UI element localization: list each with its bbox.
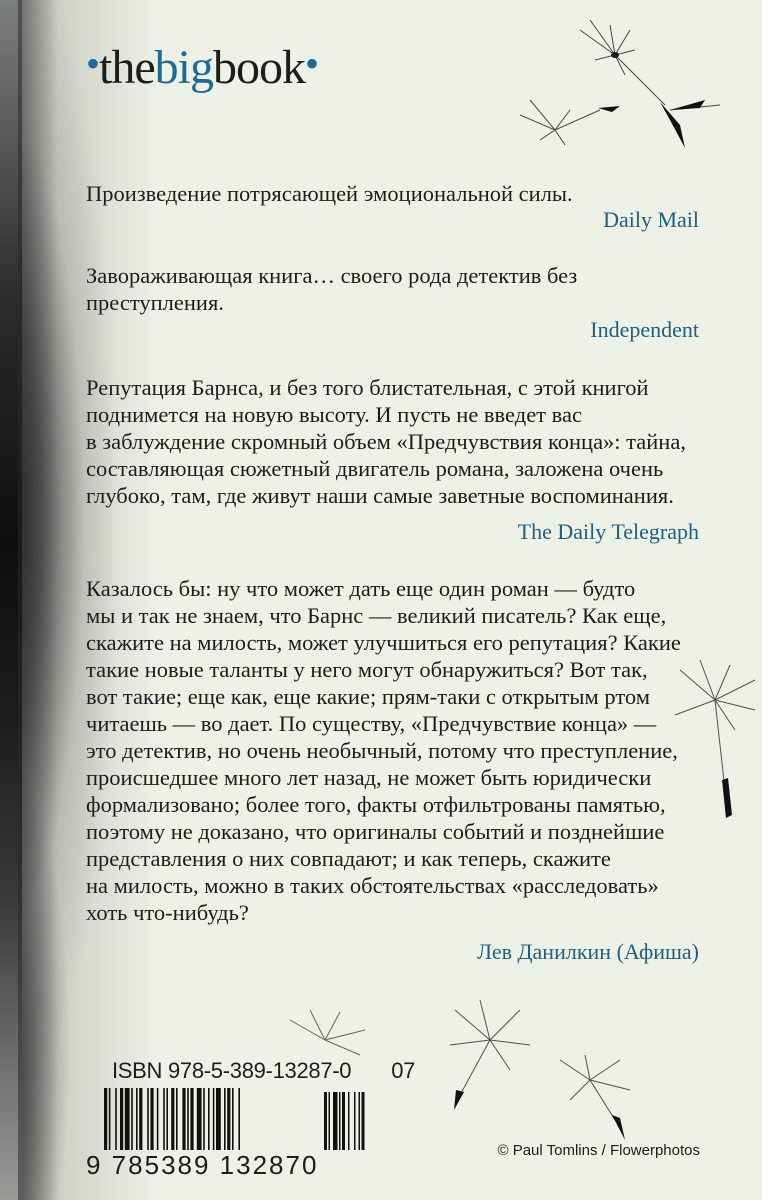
review-line: формализовано; более того, факты отфильтрованы памятью, xyxy=(86,792,666,817)
review-line: Завораживающая книга… своего рода детектив без xyxy=(86,263,578,288)
review-quote xyxy=(86,180,701,207)
review-line: на милость, можно в таких обстоятельствах «расследовать» xyxy=(86,873,659,898)
review-line: происшедшее много лет назад, не может быть юридически xyxy=(86,765,652,790)
review-line: хоть что-нибудь? xyxy=(86,900,249,925)
isbn-addon: 07 xyxy=(391,1058,416,1083)
review-source: The Daily Telegraph xyxy=(517,519,699,544)
review-quote xyxy=(86,374,701,509)
logo-big: big xyxy=(154,41,213,94)
review-quote xyxy=(86,262,701,316)
review-line: составляющая сюжетный двигатель романа, заложена очень xyxy=(86,456,664,481)
review-line: это детектив, но очень необычный, потому что преступление, xyxy=(86,738,678,763)
isbn-number: ISBN 978-5-389-13287-0 xyxy=(112,1058,352,1083)
review-source: Independent xyxy=(590,317,699,342)
logo-dot-right: • xyxy=(305,41,319,86)
spine-shadow xyxy=(18,0,58,1200)
review-line: такие новые таланты у него могут обнаружиться? Вот так, xyxy=(86,657,648,682)
review-line: Произведение потрясающей эмоциональной силы. xyxy=(86,181,573,206)
photo-credit: © Paul Tomlins / Flowerphotos xyxy=(497,1142,700,1159)
logo-dot-left: • xyxy=(86,41,100,86)
review-line: глубоко, там, где живут наши самые заветные воспоминания. xyxy=(86,483,674,508)
review-line: мы и так не знаем, что Барнс — великий писатель? Как еще, xyxy=(86,603,667,628)
review-line: вот такие; еще как, еще какие; прям-таки с открытым ртом xyxy=(86,684,650,709)
review-line: поднимется на новую высоту. И пусть не введет вас xyxy=(86,402,582,427)
logo-book: book xyxy=(213,41,305,94)
review-line: поэтому не доказано, что оригиналы событий и позднейшие xyxy=(86,819,665,844)
thebigbook-logo xyxy=(86,40,318,95)
review-source: Daily Mail xyxy=(603,207,699,232)
barcode-icon xyxy=(104,1088,374,1150)
logo-the: the xyxy=(99,41,155,94)
review-line: в заблуждение скромный объем «Предчувствия конца»: тайна, xyxy=(86,429,686,454)
barcode-digits: 9 785389 132870 xyxy=(86,1150,319,1180)
review-line: Репутация Барнса, и без того блистательная, с этой книгой xyxy=(86,375,649,400)
review-line: Казалось бы: ну что может дать еще один роман — будто xyxy=(86,576,636,601)
review-quote xyxy=(86,575,701,926)
review-line: скажите на милость, может улучшиться его репутация? Какие xyxy=(86,630,681,655)
dandelion-seed-icon xyxy=(520,20,740,150)
review-source: Лев Данилкин (Афиша) xyxy=(477,939,699,964)
isbn-label xyxy=(112,1058,415,1084)
review-line: преступления. xyxy=(86,290,224,315)
review-line: читаешь — во дает. По существу, «Предчувствие конца» — xyxy=(86,711,657,736)
review-line: представления о них совпадают; и как теперь, скажите xyxy=(86,846,611,871)
